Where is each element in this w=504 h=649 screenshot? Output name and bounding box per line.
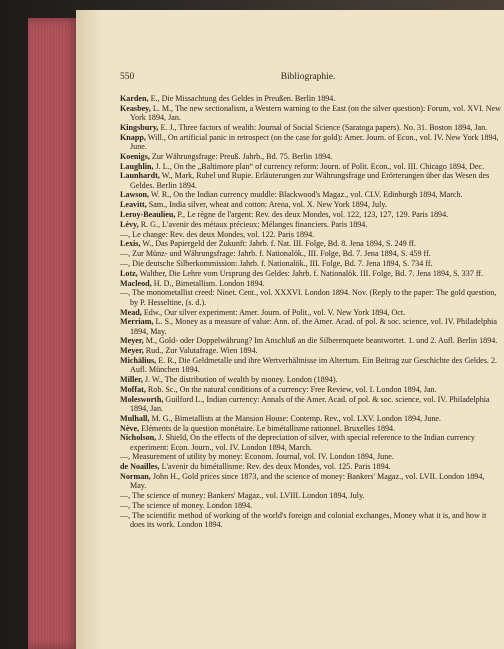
entry-ditto-mark: — [120, 259, 129, 269]
entry-ditto-mark: — [120, 229, 129, 239]
entry-author: Meyer, [120, 346, 144, 356]
entry-text: E., Die Missachtung des Geldes in Preußen. Berlin 1894. [148, 94, 336, 103]
entry-author: Launhardt, [120, 171, 160, 181]
entry-text: , The scientific method of working of the world's foreign and colonial exchanges, Money what it is, and how it does its work. London 1894. [128, 510, 487, 530]
bibliography-entry [120, 133, 502, 152]
entry-ditto-mark: — [120, 288, 129, 298]
bibliography-entry [120, 462, 502, 471]
entry-text: J. Shield, On the effects of the depreciation of silver, with special reference to the Indian currency experiment: Econ. Journ., vol. IV. London 1894, March. [130, 433, 475, 452]
bibliography-entry [120, 104, 502, 123]
entry-author: Merriam, [120, 317, 154, 327]
bibliography-entry [120, 472, 502, 491]
entry-author: Karden, [120, 94, 149, 103]
bibliography-entry [120, 491, 502, 500]
bibliography-entry [120, 501, 502, 510]
entry-ditto-mark: — [120, 249, 129, 259]
entry-text: J. L., On the „Baltimore plan“ of currency reform: Journ. of Polit. Econ., vol. III. Chicago 1894, Dec. [153, 161, 485, 171]
entry-author: Molesworth, [120, 394, 164, 404]
bibliography-entry [120, 249, 502, 258]
book-page [76, 10, 504, 649]
bibliography-entry [120, 123, 502, 132]
entry-author: Michälius, [120, 356, 157, 366]
bibliography-entry [120, 308, 502, 317]
entry-ditto-mark: — [120, 491, 129, 501]
entry-author: Norman, [120, 472, 151, 482]
entry-text: Will., On artificial panic in retrospect (on the case for gold): Amer. Journ. of Econ., vol. IV. New York 1894, June. [130, 132, 499, 151]
bibliography-entry [120, 346, 502, 355]
entry-text: M. G., Bimetallists at the Mansion House: Contemp. Rev., vol. LXV. London 1894, June. [149, 413, 442, 423]
entry-text: , The monometallist creed: Ninet. Cent., vol. XXXVI. London 1894. Nov. (Reply to the paper: The gold question, by P. Hesseltine, (s. d.). [128, 288, 497, 307]
entry-author: Lawson, [120, 190, 150, 200]
entry-author: Leroy-Beaulieu, [120, 210, 176, 220]
entry-author: Lévy, [120, 219, 139, 229]
entry-author: Miller, [120, 375, 143, 385]
entry-text: L. M., The new sectionalism, a Western warning to the East (on the silver question): Forum, vol. XVI. New York 1894, Jan. [130, 103, 501, 123]
entry-text: L'avenir du bimétallisme: Rev. des deux Mondes, vol. 125. Paris 1894. [159, 462, 391, 472]
entry-author: Mulhall, [120, 413, 150, 423]
entry-text: Rud., Zur Valutafrage. Wien 1894. [143, 346, 258, 356]
entry-author: Leavitt, [120, 200, 147, 210]
bibliography-entry [120, 210, 502, 219]
bibliography-entry [120, 433, 502, 452]
bibliography-entry [120, 190, 502, 199]
bibliography-entry [120, 414, 502, 423]
entry-text: Guilford L., Indian currency: Annals of the Amer. Acad. of pol. & soc. science, vol. IV. Philadelphia 1894, Jan. [130, 394, 490, 413]
entry-text: P., Le règne de l'argent: Rev. des deux Mondes, vol. 122, 123, 127, 129. Paris 1894. [175, 210, 449, 220]
entry-author: Lexis, [120, 239, 141, 249]
entry-author: Nicholson, [120, 433, 157, 443]
entry-text: Sam., India silver, wheat and cotton: Arena, vol. X. New York 1894, July. [146, 200, 387, 210]
entry-author: Knapp, [120, 132, 146, 142]
bibliography-entry [120, 220, 502, 229]
entry-author: Kingsbury, [120, 122, 159, 132]
entry-ditto-mark: — [120, 510, 129, 520]
bibliography-entry [120, 452, 502, 461]
entry-author: Lotz, [120, 268, 138, 278]
entry-author: de Noailles, [120, 462, 160, 472]
bibliography-entry [120, 239, 502, 248]
bibliography-entry [120, 385, 502, 394]
bibliography-entry [120, 356, 502, 375]
entry-author: Keasbey, [120, 103, 151, 113]
bibliography-entry [120, 288, 502, 307]
entry-ditto-mark: — [120, 452, 129, 462]
entry-text: Rob. Sc., On the natural conditions of a currency: Free Review, vol. I. London 1894, Jan. [145, 384, 437, 394]
bibliography-entry [120, 94, 502, 103]
entry-text: W., Das Papiergeld der Zukunft: Jahrb. f. Nat. III. Folge, Bd. 8. Jena 1894, S. 249 ff. [140, 239, 416, 249]
entry-text: , Die deutsche Silberkommission: Jahrb. f. Nationalök., III. Folge, Bd. 7. Jena 1894, S. 734 ff. [128, 259, 433, 269]
bibliography-entry [120, 200, 502, 209]
bibliography-entry [120, 152, 502, 161]
entry-text: , The science of money: Bankers' Magaz., vol. LVIII. London 1894, July. [128, 491, 365, 501]
entry-text: J. W., The distribution of wealth by money. London (1894). [142, 375, 338, 385]
entry-text: , The science of money. London 1894. [128, 500, 253, 510]
bibliography-entry [120, 317, 502, 336]
page-number: 550 [120, 72, 135, 82]
entry-text: E. R., Die Geldmetalle und ihre Wertverhältnisse im Altertum. Ein Beitrag zur Geschichte des Geldes. 2. Aufl. München 1894. [130, 356, 498, 375]
entry-author: Macleod, [120, 278, 152, 288]
entry-text: John H., Gold prices since 1873, and the science of money: Bankers' Magaz., vol. LVII. London 1894, May. [130, 472, 485, 491]
entry-text: E. J., Three factors of wealth: Journal of Social Science (Saratoga papers). No. 31. Boston 1894, Jan. [158, 122, 488, 132]
entry-text: W., Mark, Rubel und Rupie. Erläuterungen zur Währungsfrage und Erörterungen über das Wesen des Geldes. Berlin 1894. [130, 171, 490, 190]
bibliography-entry [120, 259, 502, 268]
entry-text: Walther, Die Lehre vom Ursprung des Geldes: Jahrb. f. Nationalök. III. Folge, Bd. 7. Jena 1894, S. 337 ff. [137, 268, 484, 278]
bibliography-entry [120, 424, 502, 433]
bibliography-entry [120, 336, 502, 345]
bibliography-entry [120, 375, 502, 384]
entry-text: W. R., On the Indian currency muddle: Blackwood's Magaz., vol. CLV. Edinburgh 1894, March. [149, 190, 463, 200]
bibliography-entry [120, 162, 502, 171]
entry-author: Mead, [120, 307, 142, 317]
entry-author: Koenigs, [120, 151, 150, 161]
bibliography-entry [120, 279, 502, 288]
entry-text: L. S., Money as a measure of value: Ann. of. the Amer. Acad. of pol. & soc. science, vol. IV. Philadelphia 1894, May. [130, 317, 498, 336]
entry-text: Zur Währungsfrage: Preuß. Jahrb., Bd. 75. Berlin 1894. [149, 151, 333, 161]
bibliography-entry [120, 511, 502, 530]
bibliography-entry [120, 269, 502, 278]
entry-text: Edw., Our silver experiment: Amer. Journ. of Polit., vol. V. New York 1894, Oct. [141, 307, 406, 317]
entry-text: , Measurement of utility by money: Econom. Journal, vol. IV. London 1894, June. [128, 452, 394, 462]
entry-author: Moffat, [120, 384, 146, 394]
bibliography-entry [120, 230, 502, 239]
entry-author: Meyer, [120, 336, 144, 346]
entry-ditto-mark: — [120, 500, 129, 510]
entry-author: Laughlin, [120, 161, 154, 171]
bibliography-list [120, 94, 502, 530]
entry-text: , Le change: Rev. des deux Mondes, vol. 122. Paris 1894. [128, 229, 315, 239]
running-title: Bibliographie. [280, 72, 336, 82]
entry-text: R. G., L'avenir des métaux précieux: Mélanges financiers. Paris 1894. [138, 219, 368, 229]
bibliography-entry [120, 395, 502, 414]
entry-text: M., Gold- oder Doppelwährung? Im Anschluß an die Silberenquete beantwortet. 1. und 2. Aufl. Berlin 1894. [143, 336, 498, 346]
entry-text: H. D., Bimetallism. London 1894. [151, 278, 265, 288]
entry-text: , Zur Münz- und Währungsfrage: Jahrb. f. Nationalök., III. Folge, Bd. 7. Jena 1894, S. 459 ff. [128, 249, 431, 259]
entry-text: Eléments de la question monétaire. Le bimétallisme rationnel. Bruxelles 1894. [139, 423, 396, 433]
page-header [120, 72, 496, 86]
entry-author: Nève, [120, 423, 140, 433]
page-edge [28, 18, 80, 649]
bibliography-entry [120, 171, 502, 190]
